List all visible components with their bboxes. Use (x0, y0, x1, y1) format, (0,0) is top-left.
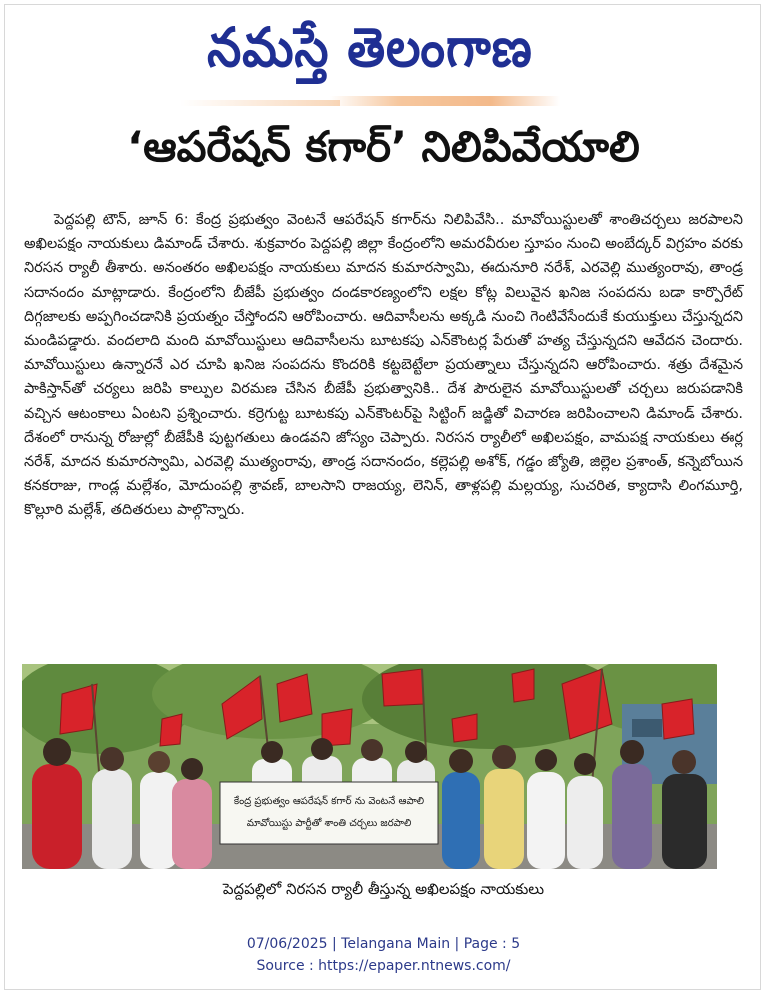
article-paragraph: పెద్దపల్లి టౌన్, జూన్ 6: కేంద్ర ప్రభుత్వం వెంటనే ఆపరేషన్ కగార్‌ను నిలిపివేసి.. మావోయిస్టులతో శాంతిచర్చలు జరపాలని అఖిలపక్షం నాయకులు డిమాండ్ చేశారు. శుక్రవారం పెద్దపల్లి జిల్లా కేంద్రంలోని అమరవీరుల స్తూపం నుంచి అంబేద్కర్ విగ్రహం వరకు నిరసన ర్యాలీ తీశారు. అనంతరం అఖిలపక్షం నాయకులు మాదన కుమారస్వామి, ఈదునూరి నరేశ్, ఎరవెల్లి ముత్యంరావు, తాండ్ర సదానందం మాట్లాడారు. కేంద్రంలోని బీజేపీ ప్రభుత్వం దండకారణ్యంలోని లక్షల కోట్ల విలువైన ఖనిజ సంపదను బడా కార్పొరేట్ దిగ్గజాలకు అప్పగించడానికి ప్రయత్నం చేస్తోందని ఆరోపించారు. ఆదివాసీలను అక్కడి నుంచి గెంటివేసేందుకే కుయుక్తులు చేస్తున్నదని మండిపడ్డారు. వందలాది మంది మావోయిస్టులు ఆదివాసీలను బూటకపు ఎన్‌కౌంటర్ల పేరుతో హత్య చేస్తున్నదని ఆవేదన చెందారు. మావోయిస్టులు ఉన్నారనే ఎర చూపి ఖనిజ సంపదను కొందరికి కట్టబెట్టేలా ప్రయత్నాలు చేస్తున్నదని ఆరోపించారు. శత్రు దేశమైన పాకిస్తాన్‌తో చర్యలు జరిపి కాల్పుల విరమణ చేసిన బీజేపీ ప్రభుత్వానికి.. దేశ పౌరులైన మావోయిస్టులతో చర్చలు జరుపడానికి వచ్చిన ఆటంకాలు ఏంటని ప్రశ్నించారు. కర్రెగుట్ట బూటకపు ఎన్‌కౌంటర్‌పై సిట్టింగ్ జడ్జితో విచారణ జరిపించాలని డిమాండ్ చేశారు. దేశంలో రానున్న రోజుల్లో బీజేపీకి పుట్టగతులు ఉండవని జోస్యం చెప్పారు. నిరసన ర్యాలీలో అఖిలపక్షం, వామపక్ష నాయకులు ఈర్ల నరేశ్, మాదన కుమారస్వామి, ఎరవెల్లి ముత్యంరావు, తాండ్ర సదానందం, కల్లెపల్లి అశోక్, గడ్డం జ్యోతి, జిల్లెల ప్రశాంత్, కన్నెబోయిన కనకరాజు, గాండ్ల మల్లేశం, మోదుంపల్లి శ్రావణ్, బాలసాని రాజయ్య, లెనిన్, తాళ్లపల్లి మల్లయ్య, సుచరిత, క్యాదాసి లింగమూర్తి, కొల్లూరి మల్లేశ్, తదితరులు పాల్గొన్నారు. (24, 212, 743, 519)
masthead-title: నమస్తే తెలంగాణ (207, 15, 533, 79)
masthead-decoration (330, 96, 560, 106)
footer-source-link[interactable]: Source : https://epaper.ntnews.com/ (256, 958, 511, 974)
footer-date-edition: 07/06/2025 | Telangana Main | Page : 5 (246, 936, 521, 952)
masthead-decoration-left (180, 100, 340, 106)
photo-caption: పెద్దపల్లిలో నిరసన ర్యాలీ తీస్తున్న అఖిలపక్షం నాయకులు (222, 880, 545, 898)
banner-text-line2: మావోయిస్టు పార్టీతో శాంతి చర్చలు జరపాలి (246, 818, 412, 829)
article-headline (20, 112, 747, 192)
article-body (24, 208, 743, 523)
banner-text-line1: కేంద్ర ప్రభుత్వం ఆపరేషన్ కగార్ ను వెంటనే ఆపాలి (233, 796, 425, 807)
news-photo (22, 664, 717, 869)
masthead-logo (150, 6, 590, 88)
headline-text: ‘ఆపరేషన్ కగార్’ నిలిపివేయాలి (127, 122, 640, 171)
page-footer (0, 933, 767, 977)
